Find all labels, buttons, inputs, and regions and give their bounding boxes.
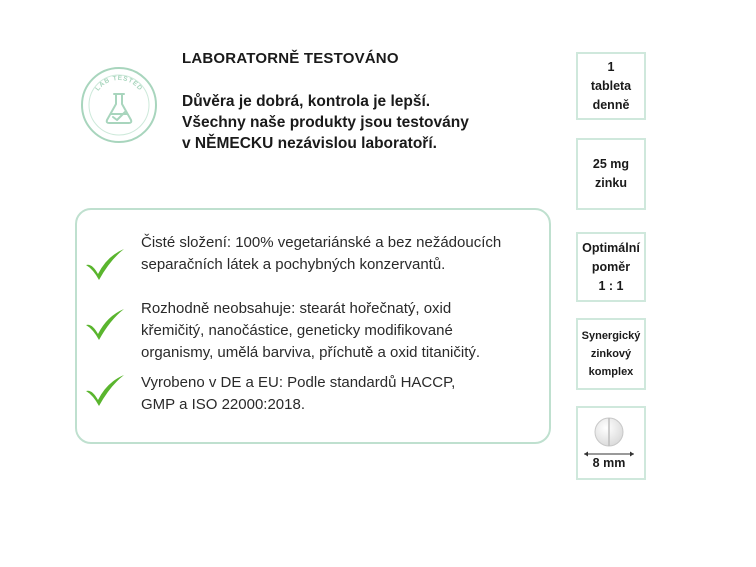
feature-line: separačních látek a pochybných konzervantů. bbox=[141, 256, 446, 273]
checkmark-icon bbox=[83, 246, 127, 282]
tablet-size-label: 8 mm bbox=[592, 456, 626, 470]
tablet-size bbox=[576, 408, 646, 478]
spec-line: poměr bbox=[591, 259, 631, 274]
tagline bbox=[182, 91, 542, 154]
spec-line: tableta bbox=[590, 78, 632, 93]
feature-text bbox=[141, 232, 546, 276]
tagline-line: v NĚMECKU nezávislou laboratoří. bbox=[182, 135, 437, 152]
spec-line: zinku bbox=[595, 176, 627, 190]
feature-text bbox=[141, 372, 546, 416]
flask-check-icon bbox=[107, 94, 132, 123]
checkmark-icon bbox=[83, 372, 127, 408]
feature-text bbox=[141, 298, 546, 364]
feature-line: Vyrobeno v DE a EU: Podle standardů HACCP, bbox=[141, 374, 456, 391]
spec-ratio bbox=[576, 232, 646, 302]
spec-line: Synergický bbox=[581, 330, 641, 342]
svg-text:LAB TESTED bbox=[94, 75, 144, 92]
tagline-line: Všechny naše produkty jsou testovány bbox=[182, 114, 469, 131]
spec-zinc bbox=[576, 138, 646, 210]
spec-complex bbox=[576, 318, 646, 390]
spec-line: Optimální bbox=[582, 240, 640, 255]
feature-line: Rozhodně neobsahuje: stearát hořečnatý, oxid bbox=[141, 300, 452, 317]
spec-line: komplex bbox=[588, 366, 634, 378]
tablet-icon bbox=[576, 408, 642, 452]
lab-tested-badge bbox=[80, 66, 158, 144]
checkmark-icon bbox=[83, 306, 127, 342]
tagline-line: Důvěra je dobrá, kontrola je lepší. bbox=[182, 93, 431, 110]
spec-line: 1 bbox=[607, 59, 615, 74]
features-card bbox=[75, 208, 551, 444]
feature-line: organismy, umělá barviva, příchutě a oxid titaničitý. bbox=[141, 344, 481, 361]
spec-size bbox=[576, 406, 646, 480]
spec-dose bbox=[576, 52, 646, 120]
spec-line: zinkový bbox=[590, 348, 632, 360]
spec-line: 25 mg bbox=[592, 157, 630, 171]
feature-line: GMP a ISO 22000:2018. bbox=[141, 396, 305, 413]
badge-label: LAB TESTED bbox=[94, 74, 144, 93]
section-heading: LABORATORNĚ TESTOVÁNO bbox=[182, 50, 399, 67]
spec-line: 1 : 1 bbox=[598, 278, 624, 293]
feature-line: Čisté složení: 100% vegetariánské a bez nežádoucích bbox=[141, 234, 502, 251]
spec-line: denně bbox=[592, 97, 630, 112]
feature-line: křemičitý, nanočástice, geneticky modifikované bbox=[141, 322, 453, 339]
